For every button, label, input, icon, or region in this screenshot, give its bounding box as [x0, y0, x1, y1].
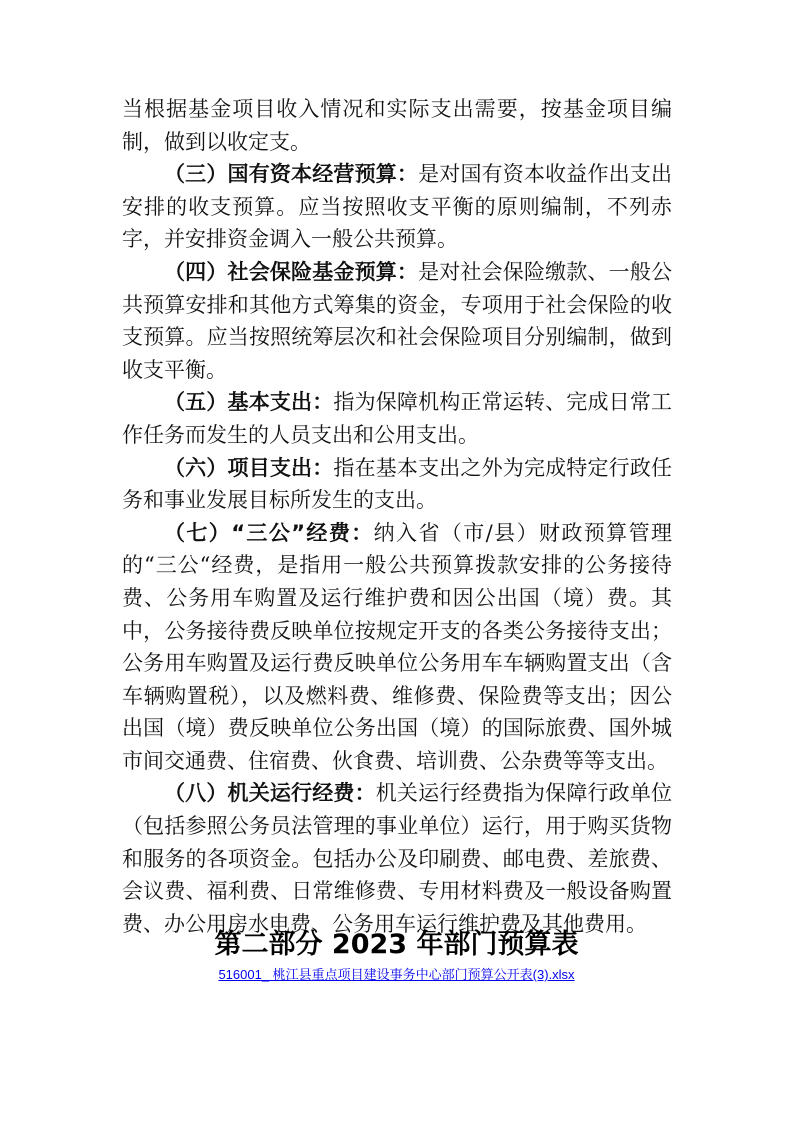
document-body: [122, 93, 672, 940]
term-heading: （四）社会保险基金预算：: [164, 259, 419, 284]
term-heading: （八）机关运行经费：: [164, 781, 376, 806]
attachment-file-link[interactable]: 516001_ 桃江县重点项目建设事务中心部门预算公开表(3).xlsx: [218, 967, 575, 982]
definition-text: 是对国有资本收益作出支出安排的收支预算。应当按照收支平衡的原则编制，不列赤字，并安排资金调入一般公共预算。: [122, 162, 673, 252]
section-title: 第二部分 2023 年部门预算表: [214, 929, 579, 960]
term-heading: （三）国有资本经营预算：: [164, 162, 419, 187]
paragraph-project-expenditure: [122, 452, 672, 517]
definition-text: 纳入省（市/县）财政预算管理的“三公“经费，是指用一般公共预算拨款安排的公务接待费、公务用车购置及运行维护费和因公出国（境）费。其中，公务接待费反映单位按规定开支的各类公务接待支出；公务用车购置及运行费反映单位公务用车车辆购置支出（含车辆购置税），以及燃料费、维修费、保险费等支出；因公出国（境）费反映单位公务出国（境）的国际旅费、国外城市间交通费、住宿费、伙食费、培训费、公杂费等等支出。: [122, 520, 672, 773]
definition-text: 指在基本支出之外为完成特定行政任务和事业发展目标所发生的支出。: [122, 455, 672, 513]
intro-paragraph: 当根据基金项目收入情况和实际支出需要，按基金项目编制，做到以收定支。: [122, 97, 672, 154]
definition-text: 是对社会保险缴款、一般公共预算安排和其他方式筹集的资金，专项用于社会保险的收支预算。应当按照统筹层次和社会保险项目分别编制，做到收支平衡。: [122, 259, 673, 382]
term-heading: （六）项目支出：: [164, 455, 334, 480]
paragraph-social-insurance-budget: [122, 256, 672, 386]
paragraph-basic-expenditure: [122, 386, 672, 451]
term-heading: （七）“三公”经费：: [164, 520, 374, 545]
paragraph-state-capital-budget: [122, 158, 672, 256]
paragraph-three-public-expenses: [122, 517, 672, 778]
definition-text: 机关运行经费指为保障行政单位（包括参照公务员法管理的事业单位）运行，用于购买货物和服务的各项资金。包括办公及印刷费、邮电费、差旅费、会议费、福利费、日常维修费、专用材料费及一般设备购置费、办公用房水电费、公务用车运行维护费及其他费用。: [122, 781, 673, 936]
paragraph-agency-operating-expenses: [122, 777, 672, 940]
definition-text: 指为保障机构正常运转、完成日常工作任务而发生的人员支出和公用支出。: [122, 390, 672, 447]
term-heading: （五）基本支出：: [164, 390, 334, 415]
